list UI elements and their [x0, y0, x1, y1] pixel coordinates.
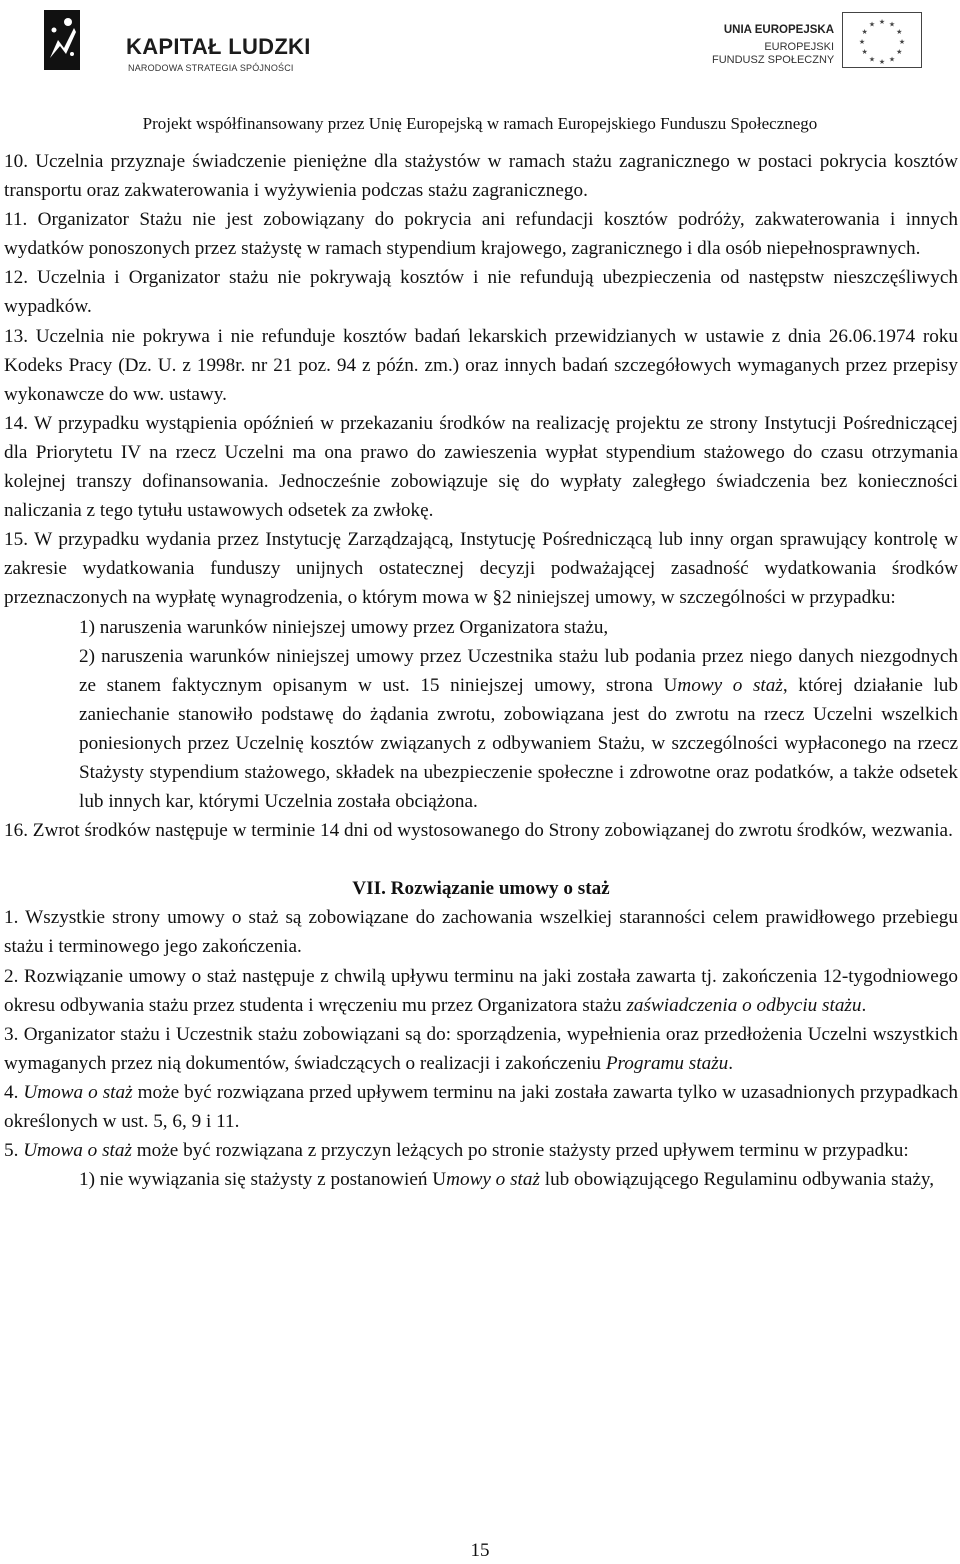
- section-7-item-5: [4, 1136, 958, 1165]
- section-7-item-2-text-c: .: [861, 994, 867, 1016]
- section-7-item-5-text-a: 5.: [4, 1140, 24, 1162]
- section-7-item-5-sub-1: [79, 1165, 958, 1194]
- paragraph-10: 10. Uczelnia przyznaje świadczenie pieniężne dla stażystów w ramach stażu zagranicznego w postaci pokrycia kosztów transportu oraz zakwaterowania i wyżywienia podczas stażu zagranicznego.: [4, 151, 958, 202]
- section-7-item-5-text-c: może być rozwiązana z przyczyn leżących po stronie stażysty przed upływem terminu w przypadku:: [131, 1140, 909, 1162]
- section-7-item-2-text-a: 2. Rozwiązanie umowy o staż następuje z chwilą upływu terminu na jaki została zawarta tj. zakończenia 12-tygodniowego okresu odbywania stażu przez studenta i wręczeniu mu przez Organizatora stażu: [4, 965, 958, 1016]
- paragraph-15-item-2: [79, 642, 958, 817]
- svg-text:★: ★: [896, 28, 903, 36]
- section-7-item-1: 1. Wszystkie strony umowy o staż są zobowiązane do zachowania wszelkiej staranności celem prawidłowego przebiegu stażu i terminowego jego zakończenia.: [4, 907, 958, 958]
- section-7-item-4-italic: Umowa o staż: [23, 1081, 133, 1103]
- paragraph-15: 15. W przypadku wydania przez Instytucję Zarządzającą, Instytucję Pośredniczącą lub inny organ sprawujący kontrolę w zakresie wydatkowania funduszy unijnych ostatecznej decyzji podważającej zasadność wydatkowania środków przeznaczonych na wypłatę wynagrodzenia, o którym mowa w §2 niniejszej umowy, w szczególności w przypadku:: [4, 529, 958, 609]
- section-7-item-3-text-c: .: [728, 1052, 734, 1074]
- section-spacer: [4, 845, 958, 874]
- svg-text:★: ★: [878, 58, 886, 66]
- paragraph-11: 11. Organizator Stażu nie jest zobowiązany do pokrycia ani refundacji kosztów podróży, zakwaterowania i innych wydatków ponoszonych przez stażystę w ramach stypendium krajowego, zagranicznego i dla osób niepełnosprawnych.: [4, 209, 958, 260]
- section-7-item-4-text-c: może być rozwiązana przed upływem terminu na jaki została zawarta tylko w uzasadnionych przypadkach określonych w ust. 5, 6, 9 i 11.: [4, 1081, 959, 1132]
- svg-text:★: ★: [868, 55, 876, 64]
- document-body: [4, 147, 958, 1194]
- svg-text:★: ★: [858, 38, 866, 46]
- section-7-heading: VII. Rozwiązanie umowy o staż: [352, 878, 610, 900]
- svg-text:★: ★: [888, 20, 896, 29]
- kapital-ludzki-logo: [44, 10, 311, 82]
- kapital-ludzki-subtitle: NARODOWA STRATEGIA SPÓJNOŚCI: [128, 63, 294, 73]
- paragraph-14: 14. W przypadku wystąpienia opóźnień w przekazaniu środków na realizację projektu ze strony Instytucji Pośredniczącej dla Priorytetu IV na rzecz Uczelni ma ona prawo do zawieszenia wypłat stypendium stażowego do czasu otrzymania kolejnej transzy dofinansowania. Jednocześnie zobowiązuje się do wypłaty zaległego świadczenia bez konieczności naliczania z tego tytułu ustawowych odsetek za zwłokę.: [4, 412, 958, 522]
- eu-logo-subtitle: EUROPEJSKI FUNDUSZ SPOŁECZNY: [712, 41, 835, 66]
- kapital-ludzki-title: KAPITAŁ LUDZKI: [126, 34, 311, 59]
- eu-logo: [712, 12, 927, 78]
- paragraph-15-item-1: 1) naruszenia warunków niniejszej umowy przez Organizatora stażu,: [79, 616, 609, 638]
- svg-text:★: ★: [861, 28, 868, 36]
- svg-text:★: ★: [868, 20, 876, 29]
- paragraph-15-item-2-italic: mowy o staż: [677, 674, 783, 696]
- svg-text:★: ★: [896, 48, 903, 56]
- paragraph-15-item-2-text-a: 2) naruszenia warunków niniejszej umowy przez Uczestnika stażu lub podania przez niego danych niezgodnych ze stanem faktycznym opisanym w ust. 15 niniejszej umowy, strona U: [79, 645, 958, 696]
- section-7-item-5-italic: Umowa o staż: [23, 1140, 132, 1162]
- svg-text:★: ★: [888, 55, 896, 64]
- section-7-item-5-sub-1-text-c: lub obowiązującego Regulaminu odbywania staży,: [539, 1169, 935, 1191]
- section-7-item-4-text-a: 4.: [4, 1081, 24, 1103]
- svg-text:★: ★: [898, 38, 906, 46]
- page-header: [0, 0, 960, 133]
- svg-text:★: ★: [861, 48, 868, 56]
- section-7-item-5-sub-1-italic: mowy o staż: [446, 1169, 540, 1191]
- section-7-item-3: [4, 1020, 958, 1078]
- paragraph-15-item-2-text-c: , której działanie lub zaniechanie stanowiło podstawę do żądania zwrotu, zobowiązana jest do zwrotu na rzecz Uczelni wszelkich poniesionych przez Uczelnię kosztów związanych z odbywaniem Stażu, w szczególności wypłaconego na rzecz Stażysty stypendium stażowego, składek na ubezpieczenie społeczne i zdrowotne oraz podatków, a także odsetek lub innych kar, którymi Uczelnia została obciążona.: [79, 674, 958, 813]
- page-number: 15: [470, 1540, 490, 1561]
- section-7-item-4: [4, 1078, 958, 1136]
- eu-logo-title: UNIA EUROPEJSKA: [723, 24, 834, 36]
- section-7-item-3-text-a: 3. Organizator stażu i Uczestnik stażu zobowiązani są do: sporządzenia, wypełnienia oraz przedłożenia Uczelni wszystkich wymaganych przez nią dokumentów, świadczących o realizacji i zakończeniu: [4, 1023, 958, 1074]
- section-7-item-2: [4, 962, 958, 1020]
- paragraph-12: 12. Uczelnia i Organizator stażu nie pokrywają kosztów i nie refundują ubezpieczenia od następstw nieszczęśliwych wypadków.: [4, 267, 958, 318]
- paragraph-16: 16. Zwrot środków następuje w terminie 14 dni od wystosowanego do Strony zobowiązanej do zwrotu środków, wezwania.: [4, 820, 953, 842]
- cofinancing-caption: Projekt współfinansowany przez Unię Europejską w ramach Europejskiego Funduszu Społecznego: [142, 114, 818, 133]
- section-7-item-5-sub-1-text-a: 1) nie wywiązania się stażysty z postanowień U: [79, 1169, 447, 1191]
- section-7-item-3-italic: Programu stażu: [605, 1052, 729, 1074]
- paragraph-13: 13. Uczelnia nie pokrywa i nie refunduje kosztów badań lekarskich przewidzianych w ustawie z dnia 26.06.1974 roku Kodeks Pracy (Dz. U. z 1998r. nr 21 poz. 94 z późn. zm.) oraz innych badań szczegółowych wymaganych przez przepisy wykonawcze do ww. ustawy.: [4, 325, 958, 405]
- kapital-ludzki-emblem-icon: [44, 10, 80, 70]
- section-7-item-2-italic: zaświadczenia o odbyciu stażu: [626, 994, 862, 1016]
- eu-flag-icon: [842, 12, 922, 68]
- svg-text:★: ★: [878, 18, 886, 26]
